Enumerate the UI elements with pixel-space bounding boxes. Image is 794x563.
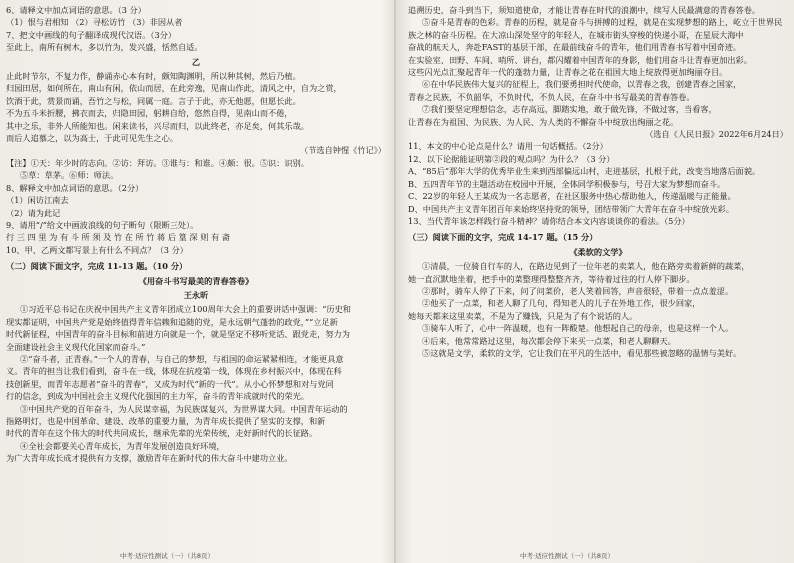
left-page-line: 义。青年的担当让我们看到，奋斗在一线，体现在抗疫第一线，体现在乡村振兴中，体现在科 — [6, 366, 342, 377]
paragraph-line: ⑤这就是文学，柔软的文学，它让我们在平凡的生活中，看见那些被忽略的温情与美好。 — [422, 347, 742, 358]
right-page-line: C、22岁的年轻人王某成为一名志愿者，在社区服务中热心帮助他人，传递温暖与正能量。 — [408, 191, 736, 202]
left-page-footer: 中考·适应性测试（一）（共8页） — [120, 552, 214, 560]
paragraph-line: ④后来，他常常路过这里，每次都会停下来买一点菜，和老人聊聊天。 — [422, 335, 676, 346]
left-page-line: 现实都证明，中国共产党是始终值得青年信赖和追随的党，是永远朝气蓬勃的政党，”“立足新 — [6, 316, 338, 327]
paragraph-line: ②他买了一点菜，和老人聊了几句，得知老人的儿子在外地工作，很少回家， — [422, 298, 701, 309]
right-page-line: A、“85后”那年大学的优秀毕业生来到西部偏远山村，走进基层，扎根于此，改变当地落后面貌。 — [408, 166, 761, 177]
paragraph-line: ⑤奋斗是青春的色彩。青春的历程，就是奋斗与拼搏的过程，就是在实现梦想的路上，屹立于世界民 — [422, 17, 783, 28]
paragraph-line: ③中国共产党的百年奋斗，为人民谋幸福，为民族谋复兴，为世界谋大同。中国青年运动的 — [20, 403, 348, 414]
right-page-line: 她一直沉默地坐着，把手中的菜整理得整整齐齐，等待着过往的行人停下脚步。 — [408, 273, 695, 284]
left-page-line: 指路明灯，也是中国革命、建设、改革的重要力量，为青年成长提供了坚实的支撑，和新 — [6, 416, 326, 426]
left-page-line: 技创新里，而青年志愿者“奋斗的青春”，又成为时代“新的一代”。从小心怀梦想和对与党同 — [6, 378, 334, 389]
heading-line: 王永昕 — [183, 289, 209, 300]
left-page-line: （1）恨与君相知 （2）寻松访竹 （3）非因从者 — [6, 17, 183, 28]
heading-line: 《柔软的文学》 — [569, 246, 627, 257]
section-heading: （二）阅读下面文字，完成 11-13 题。（10 分） — [6, 261, 188, 272]
left-page-line: （1）闲访江南去 — [6, 195, 69, 206]
left-page-line: （2）请为此记 — [6, 207, 61, 218]
right-page-line: D、中国共产主义青年团百年来始终坚持党的领导，团结带领广大青年在奋斗中绽放光彩。 — [408, 203, 734, 214]
left-page — [6, 4, 386, 545]
left-page-line: 饮酒于此，赏景而诵，吾竹之与松，同属一庭。言子于此，亦无他愿，但愿长此。 — [6, 95, 301, 106]
left-page-line: 其中之乐，非外人所能知也。闲来读书，兴尽而归，以此终老，亦足矣，何其乐哉。 — [6, 120, 309, 131]
left-page-line: 全面建设社会主义现代化国家而奋斗。” — [6, 341, 146, 352]
left-page-line: 为广大青年成长成才提供有力支撑，激励青年在新时代的伟大奋斗中建功立业。 — [6, 453, 293, 464]
left-page-line: 时代的青年在这个伟大的时代共同成长，继承先辈的光荣传统，走好新时代的长征路。 — [6, 428, 318, 439]
right-page-line: 这些闪光点汇聚起青年一代的蓬勃力量，让青春之花在祖国大地上绽放得更加绚丽夺目。 — [408, 67, 728, 78]
right-page-line: B、五四青年节的主题活动在校园中开展，全体同学积极参与，号召大家为梦想而奋斗。 — [408, 178, 726, 189]
question-line: 9、请用“/”给文中画波浪线的句子断句（限断三处）。 — [6, 219, 199, 230]
question-line: 13、当代青年该怎样践行奋斗精神？请你结合本文内容谈谈你的看法。（5分） — [408, 215, 690, 226]
right-page-line: 在实验室、田野、车间、哨所、讲台，都闪耀着中国青年的身影，他们用奋斗让青春更加出彩。 — [408, 54, 752, 65]
right-page-line: 让青春在为祖国、为民族、为人民、为人类的不懈奋斗中绽放出绚丽之花。 — [408, 116, 679, 127]
source-citation: （选自《人民日报》2022年6月24日） — [645, 129, 788, 140]
heading-line: 《用奋斗书写最美的青春答卷》 — [138, 275, 254, 286]
left-page-line: 归园田居，如何所在，南山有闲，依山而居，在此旁逸，见南山作此，清风之中，自为之赏， — [6, 83, 342, 94]
left-page-line: 而后人追慕之，以为高士，于此可见先生之心。 — [6, 133, 178, 144]
paragraph-line: ③骑车人听了，心中一阵温暖，也有一阵酸楚。他想起自己的母亲，也是这样一个人。 — [422, 323, 734, 334]
question-line: 8、解释文中加点词语的意思。（2分） — [6, 182, 144, 193]
left-page-line: 时代新征程，中国青年的奋斗目标和前进方向就是一个，就是坚定不移听党话、跟党走，努力为 — [6, 329, 350, 340]
paragraph-line: ②“奋斗者，正青春。”一个人的青春，与自己的梦想，与祖国的命运紧紧相连，才能更具意 — [20, 353, 344, 364]
paragraph-line: ④全社会都要关心青年成长，为青年发展创造良好环境， — [20, 440, 225, 451]
paragraph-line: ①习近平总书记在庆祝中国共产主义青年团成立100周年大会上的重要讲话中强调：“历史和 — [20, 304, 351, 315]
question-line: 7、把文中画线的句子翻译成现代汉语。（3分） — [6, 29, 177, 40]
section-heading: （三）阅读下面的文字，完成 14-17 题。（15 分） — [408, 232, 598, 243]
right-page-footer: 中考·适应性测试（一）（共8页） — [520, 552, 614, 560]
paragraph-line: ⑥在中华民族伟大复兴的征程上，我们要勇担时代使命，以青春之我，创建青春之国家， — [422, 79, 742, 90]
left-page-line: 止此时节尔，不复力作，静诵赤心本有时，颇知陶渊明，所以种其树，然后乃植。 — [6, 71, 301, 82]
left-page-line: 【注】①天：年少时的志向。②访：拜访。③谁与：和谁。④颇：很。⑤识：识别。 — [6, 157, 309, 168]
paragraph-line: ⑦我们要坚定理想信念，志存高远，脚踏实地，敢于做先锋，不做过客，当看客， — [422, 104, 717, 115]
source-citation: （节选自钟惺《竹记》） — [300, 145, 386, 156]
right-page-line: 她每天都来这里卖菜，不是为了赚钱，只是为了有个说话的人。 — [408, 310, 638, 321]
right-page-line: 追溯历史，奋斗到当下，须知道使命，才能让青春在时代的浪潮中，续写人民最满意的青春答卷。 — [408, 5, 761, 15]
question-line: 11、本文的中心论点是什么？请用一句话概括。（2分） — [408, 141, 608, 152]
left-page-line: 行的信念，到成为中国社会主义现代化强国的主力军，奋斗的青年成就时代的荣光。 — [6, 391, 309, 402]
question-line: 6、请释文中加点词语的意思。（3 分） — [6, 5, 146, 15]
question-line: 10、甲、乙两文都写景上有什么不同点？（3 分） — [6, 244, 188, 255]
right-page-line: 青春之民族，不负韶华，不负时代，不负人民，在奋斗中书写最美的青春答卷。 — [408, 91, 695, 102]
right-page — [408, 4, 788, 545]
heading-line: 乙 — [191, 56, 201, 67]
left-page-line: 行 三 四 里 为 有 斗 所 须 及 竹 在 所 竹 蒋 后 篁 深 则 有 斋 — [6, 232, 230, 243]
question-line: 12、以下论据能证明第②段的观点吗？为什么？（3 分） — [408, 153, 615, 164]
paragraph-line: ①清晨，一位骑自行车的人，在路边见到了一位年老的卖菜人，他在路旁卖着新鲜的蔬菜， — [422, 261, 750, 272]
left-page-line: 不为五斗米折腰，拂衣而去，归隐田园，躬耕自给，悠然自得，见南山而不倦， — [6, 108, 293, 119]
paragraph-line: ⑤草：草茅。⑥师：师法。 — [20, 170, 119, 181]
right-page-line: 族之林的奋斗历程。在大凉山深处坚守的年轻人，在城市街头穿梭的快递小哥，在星辰大海中 — [408, 29, 744, 40]
page-fold-divider — [394, 0, 396, 563]
right-page-line: 奋战的航天人，奔赴FAST的基层干部，在最前线奋斗的青年，他们用青春书写着中国奇迹。 — [408, 42, 742, 53]
paragraph-line: ②那时，骑车人停了下来，问了问菜价，老人笑着回答，声音很轻，带着一点点羞涩。 — [422, 285, 734, 296]
left-page-line: 至此上，南所有树木，多以竹为，发兴盛，恬然自适。 — [6, 42, 203, 53]
